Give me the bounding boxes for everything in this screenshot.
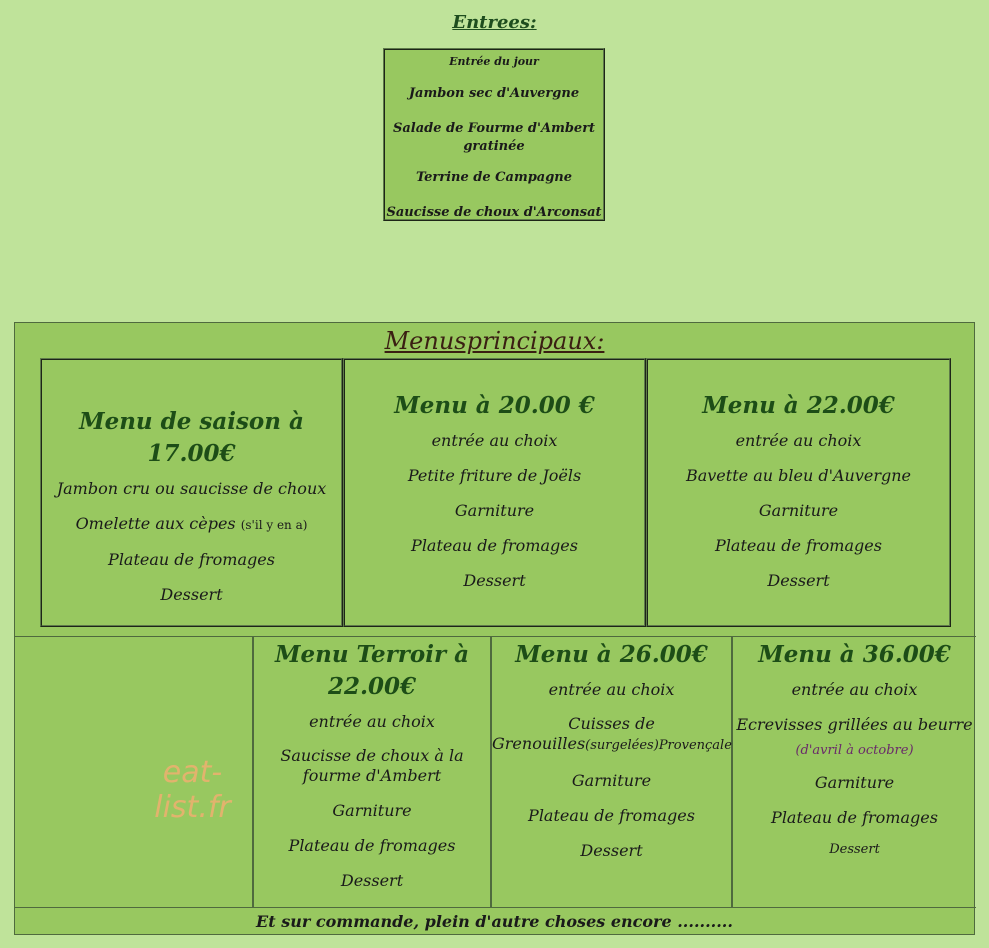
main-menus-heading: Menusprincipaux: bbox=[384, 327, 605, 355]
entree-item: Saucisse de choux d'Arconsat bbox=[386, 205, 602, 220]
entree-item: Salade de Fourme d'Ambert gratinée bbox=[392, 121, 596, 154]
menu-line: entrée au choix bbox=[431, 431, 558, 450]
menu-line: entrée au choix bbox=[548, 680, 675, 699]
menu-line: Dessert bbox=[580, 841, 643, 860]
menu-line: Dessert bbox=[767, 571, 830, 590]
menu-line-text: Omelette aux cèpes bbox=[75, 514, 236, 533]
menu-title: Menu à 26.00€ bbox=[515, 641, 708, 668]
menu-line: Plateau de fromages bbox=[288, 836, 456, 855]
menu-line: Dessert bbox=[340, 871, 404, 890]
menu-line: Garniture bbox=[758, 501, 839, 520]
menu-line: Garniture bbox=[814, 773, 895, 792]
menu-line bbox=[42, 514, 341, 535]
entrees-heading: Entrees: bbox=[452, 12, 537, 33]
menu-line: Saucisse de choux à la fourme d'Ambert bbox=[280, 746, 464, 785]
menu-line bbox=[492, 734, 731, 756]
menu-line: Ecrevisses grillées au beurre bbox=[736, 715, 973, 734]
menu-line: Dessert bbox=[463, 571, 526, 590]
menu-line: entrée au choix bbox=[735, 431, 862, 450]
menu-title: Menu Terroir à 22.00€ bbox=[275, 641, 469, 700]
menu-note: (s'il y en a) bbox=[240, 518, 308, 532]
menu-line-text: Provençale bbox=[658, 738, 732, 753]
menu-card-22 bbox=[646, 358, 951, 627]
menu-note: (surgelées) bbox=[585, 738, 659, 753]
menu-line: Petite friture de Joëls bbox=[407, 466, 582, 485]
entree-item: Jambon sec d'Auvergne bbox=[408, 86, 580, 101]
empty-cell bbox=[15, 636, 253, 908]
entree-du-jour: Entrée du jour bbox=[449, 55, 539, 68]
menu-line: Plateau de fromages bbox=[528, 806, 695, 825]
menu-line: Plateau de fromages bbox=[411, 536, 578, 555]
menu-title: Menu à 20.00 € bbox=[394, 392, 595, 419]
menu-line: Bavette au bleu d'Auvergne bbox=[685, 466, 912, 485]
menu-line: Plateau de fromages bbox=[715, 536, 882, 555]
menu-card-20 bbox=[343, 358, 646, 627]
menu-note: (d'avril à octobre) bbox=[795, 743, 914, 758]
menu-card-36 bbox=[732, 636, 976, 908]
menu-title: Menu à 22.00€ bbox=[702, 392, 895, 419]
menu-line: Plateau de fromages bbox=[108, 550, 275, 569]
main-menus-table bbox=[14, 322, 975, 935]
watermark: eat-list.fr bbox=[154, 755, 231, 825]
menu-line: Jambon cru ou saucisse de choux bbox=[56, 479, 327, 498]
entrees-list bbox=[383, 48, 605, 221]
menu-line: Dessert bbox=[829, 842, 880, 857]
footer-note: Et sur commande, plein d'autre choses encore .......... bbox=[15, 907, 974, 935]
menu-line: Garniture bbox=[454, 501, 535, 520]
menu-card-26 bbox=[491, 636, 732, 908]
menu-title: Menu de saison à 17.00€ bbox=[79, 408, 304, 467]
menu-line: Plateau de fromages bbox=[771, 808, 938, 827]
menu-line: Garniture bbox=[332, 801, 412, 820]
menu-title: Menu à 36.00€ bbox=[758, 641, 951, 668]
menu-line: entrée au choix bbox=[309, 712, 435, 731]
menu-line: Garniture bbox=[571, 771, 652, 790]
menu-line: entrée au choix bbox=[791, 680, 918, 699]
menu-line: Dessert bbox=[160, 585, 223, 604]
menu-card-saison bbox=[40, 358, 343, 627]
menu-line-text: Grenouilles bbox=[492, 734, 586, 753]
menu-line: Cuisses de bbox=[568, 714, 655, 733]
menu-card-terroir bbox=[253, 636, 491, 908]
entree-item: Terrine de Campagne bbox=[415, 170, 573, 185]
